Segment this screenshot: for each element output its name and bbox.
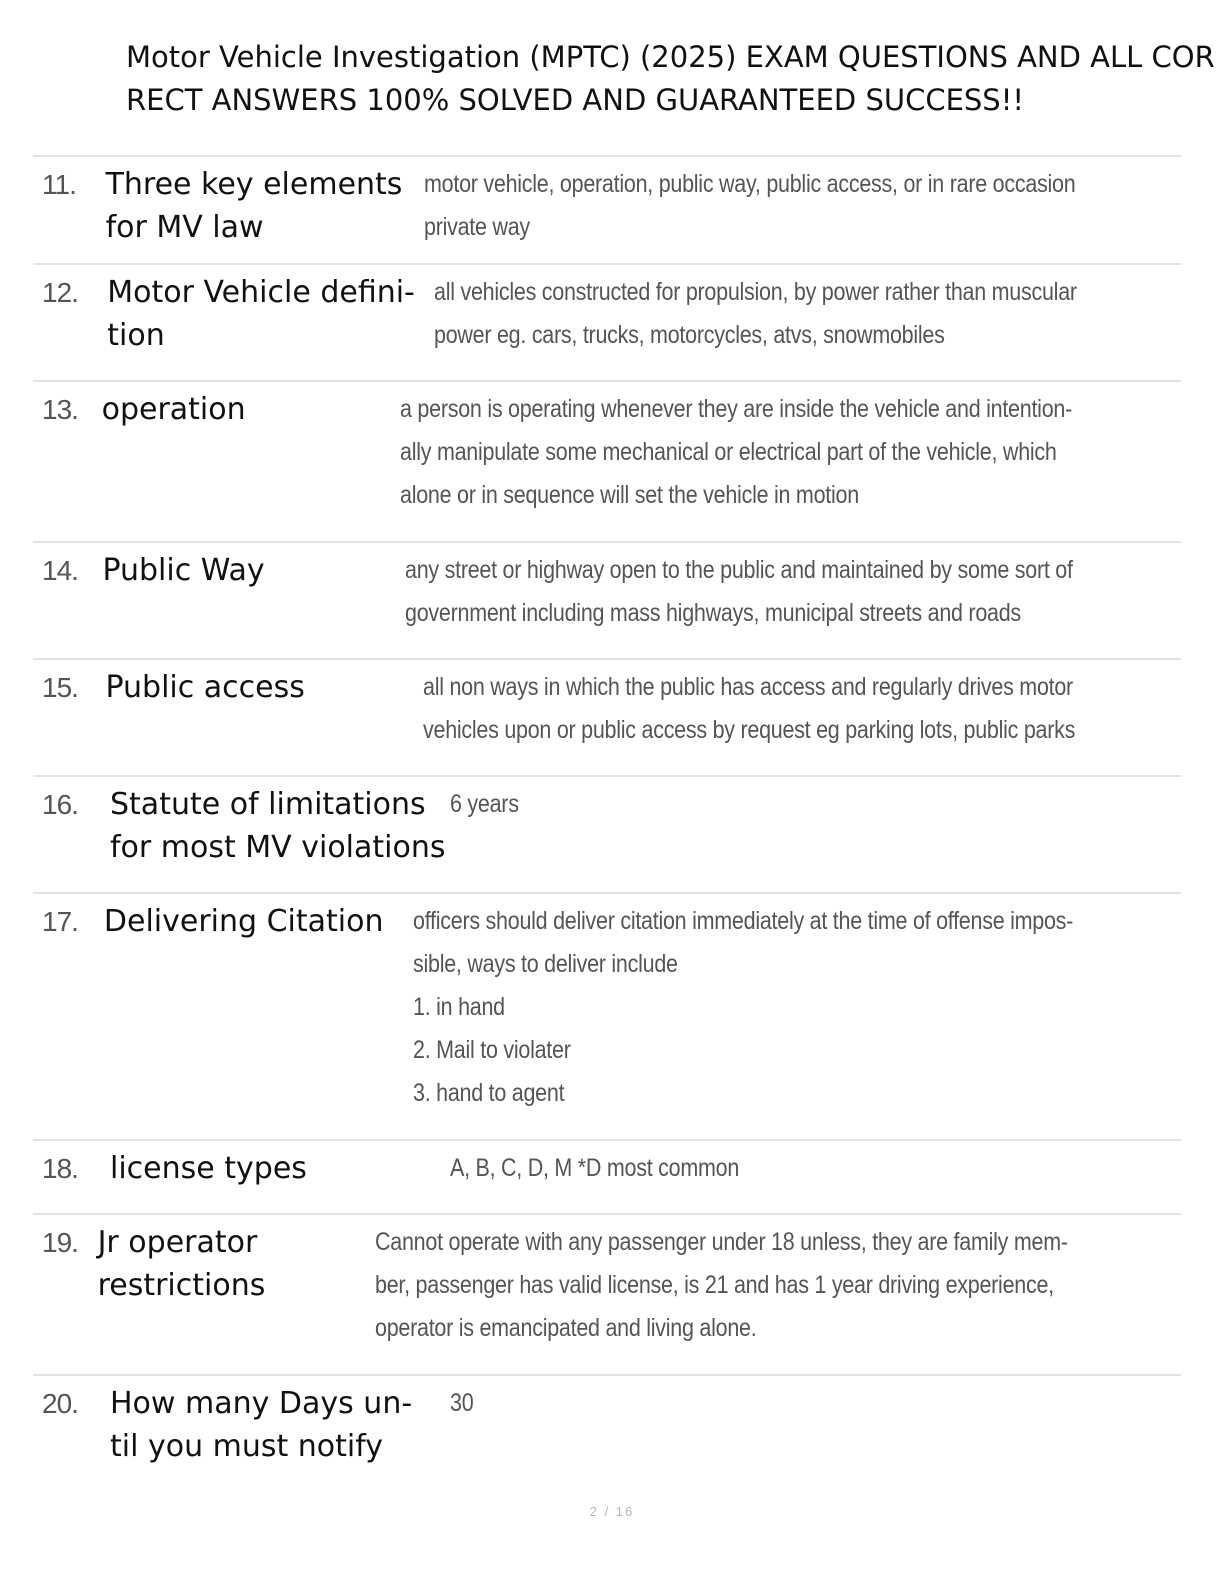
definition-line: 3. hand to agent bbox=[413, 1079, 565, 1107]
row-definition bbox=[424, 163, 1075, 249]
table-row bbox=[33, 894, 1181, 1141]
table-row bbox=[33, 382, 1181, 543]
table-row bbox=[33, 660, 1181, 777]
definition-line: power eg. cars, trucks, motorcycles, atvs, snowmobiles bbox=[433, 321, 945, 349]
table-row bbox=[33, 777, 1181, 894]
definition-line: 2. Mail to violater bbox=[413, 1036, 572, 1064]
row-term bbox=[107, 271, 433, 357]
row-term bbox=[102, 388, 400, 431]
row-term bbox=[110, 1382, 450, 1468]
row-number: 17. bbox=[42, 906, 78, 937]
definition-line: all non ways in which the public has access and regularly drives motor bbox=[422, 673, 1073, 701]
row-definition bbox=[405, 549, 1073, 635]
table-row bbox=[33, 1376, 1181, 1496]
qa-table bbox=[33, 155, 1181, 1496]
term-line: Public Way bbox=[102, 553, 265, 588]
term-line: Jr operator restrictions bbox=[97, 1225, 266, 1303]
row-number: 15. bbox=[42, 672, 78, 703]
definition-line: 30 bbox=[450, 1389, 474, 1417]
row-term bbox=[110, 783, 450, 869]
definition-line: 1. in hand bbox=[413, 993, 506, 1021]
definition-line: any street or highway open to the public and maintained by some sort of bbox=[404, 556, 1073, 584]
row-definition bbox=[413, 900, 1073, 1115]
definition-line: motor vehicle, operation, public way, public access, or in rare occasion bbox=[423, 170, 1075, 198]
row-number: 13. bbox=[42, 394, 78, 425]
row-definition bbox=[450, 1382, 1079, 1425]
table-row bbox=[33, 157, 1181, 265]
table-row bbox=[33, 1141, 1181, 1215]
row-number: 16. bbox=[42, 789, 78, 820]
definition-line: sible, ways to deliver include bbox=[413, 950, 679, 978]
definition-line: operator is emancipated and living alone. bbox=[375, 1314, 757, 1342]
row-term bbox=[110, 1147, 450, 1190]
definition-line: ally manipulate some mechanical or electrical part of the vehicle, which bbox=[399, 438, 1057, 466]
row-term bbox=[102, 549, 404, 592]
term-line: for MV law bbox=[105, 210, 264, 245]
row-definition bbox=[375, 1221, 1068, 1350]
term-line: for most MV violations bbox=[110, 830, 446, 865]
term-line: Three key elements bbox=[105, 167, 403, 202]
row-definition bbox=[423, 666, 1075, 752]
definition-line: all vehicles constructed for propulsion, by power rather than muscular bbox=[433, 278, 1077, 306]
row-term bbox=[98, 1221, 376, 1307]
page-number: 2 / 16 bbox=[589, 1504, 635, 1519]
row-number: 12. bbox=[42, 277, 78, 308]
table-row bbox=[33, 543, 1181, 660]
definition-line: 6 years bbox=[450, 790, 519, 818]
term-line: Delivering Citation bbox=[103, 904, 384, 939]
row-term bbox=[105, 666, 422, 709]
row-term bbox=[104, 900, 414, 943]
definition-line: alone or in sequence will set the vehicle in motion bbox=[399, 481, 859, 509]
definition-line: officers should deliver citation immediately at the time of offense impos- bbox=[413, 907, 1074, 935]
term-line: til you must notify bbox=[110, 1429, 384, 1464]
term-line: Motor Vehicle defini- bbox=[107, 275, 415, 310]
row-definition bbox=[434, 271, 1077, 357]
row-term bbox=[106, 163, 424, 249]
definition-line: vehicles upon or public access by request eg parking lots, public parks bbox=[422, 716, 1075, 744]
row-number: 20. bbox=[42, 1388, 78, 1419]
table-row bbox=[33, 1215, 1181, 1376]
term-line: tion bbox=[107, 318, 165, 353]
term-line: license types bbox=[110, 1151, 307, 1186]
row-definition bbox=[450, 783, 1079, 826]
row-number: 19. bbox=[42, 1227, 78, 1258]
page-title-line-2: RECT ANSWERS 100% SOLVED AND GUARANTEED SUCCESS!! bbox=[126, 83, 1024, 117]
page-title-line-1: Motor Vehicle Investigation (MPTC) (2025) EXAM QUESTIONS AND ALL COR bbox=[126, 40, 1215, 74]
definition-line: ber, passenger has valid license, is 21 and has 1 year driving experience, bbox=[375, 1271, 1055, 1299]
definition-line: A, B, C, D, M *D most common bbox=[450, 1154, 740, 1182]
term-line: Statute of limitations bbox=[110, 787, 426, 822]
page-title bbox=[126, 36, 1224, 122]
definition-line: Cannot operate with any passenger under 18 unless, they are family mem- bbox=[375, 1228, 1069, 1256]
row-number: 11. bbox=[42, 169, 76, 200]
definition-line: government including mass highways, municipal streets and roads bbox=[404, 599, 1021, 627]
term-line: operation bbox=[101, 392, 246, 427]
definition-line: a person is operating whenever they are inside the vehicle and intention- bbox=[399, 395, 1072, 423]
term-line: Public access bbox=[105, 670, 305, 705]
definition-line: private way bbox=[423, 213, 530, 241]
table-row bbox=[33, 265, 1181, 382]
row-number: 18. bbox=[42, 1153, 78, 1184]
term-line: How many Days un- bbox=[110, 1386, 413, 1421]
row-definition bbox=[400, 388, 1072, 517]
row-number: 14. bbox=[42, 555, 78, 586]
row-definition bbox=[450, 1147, 1079, 1190]
